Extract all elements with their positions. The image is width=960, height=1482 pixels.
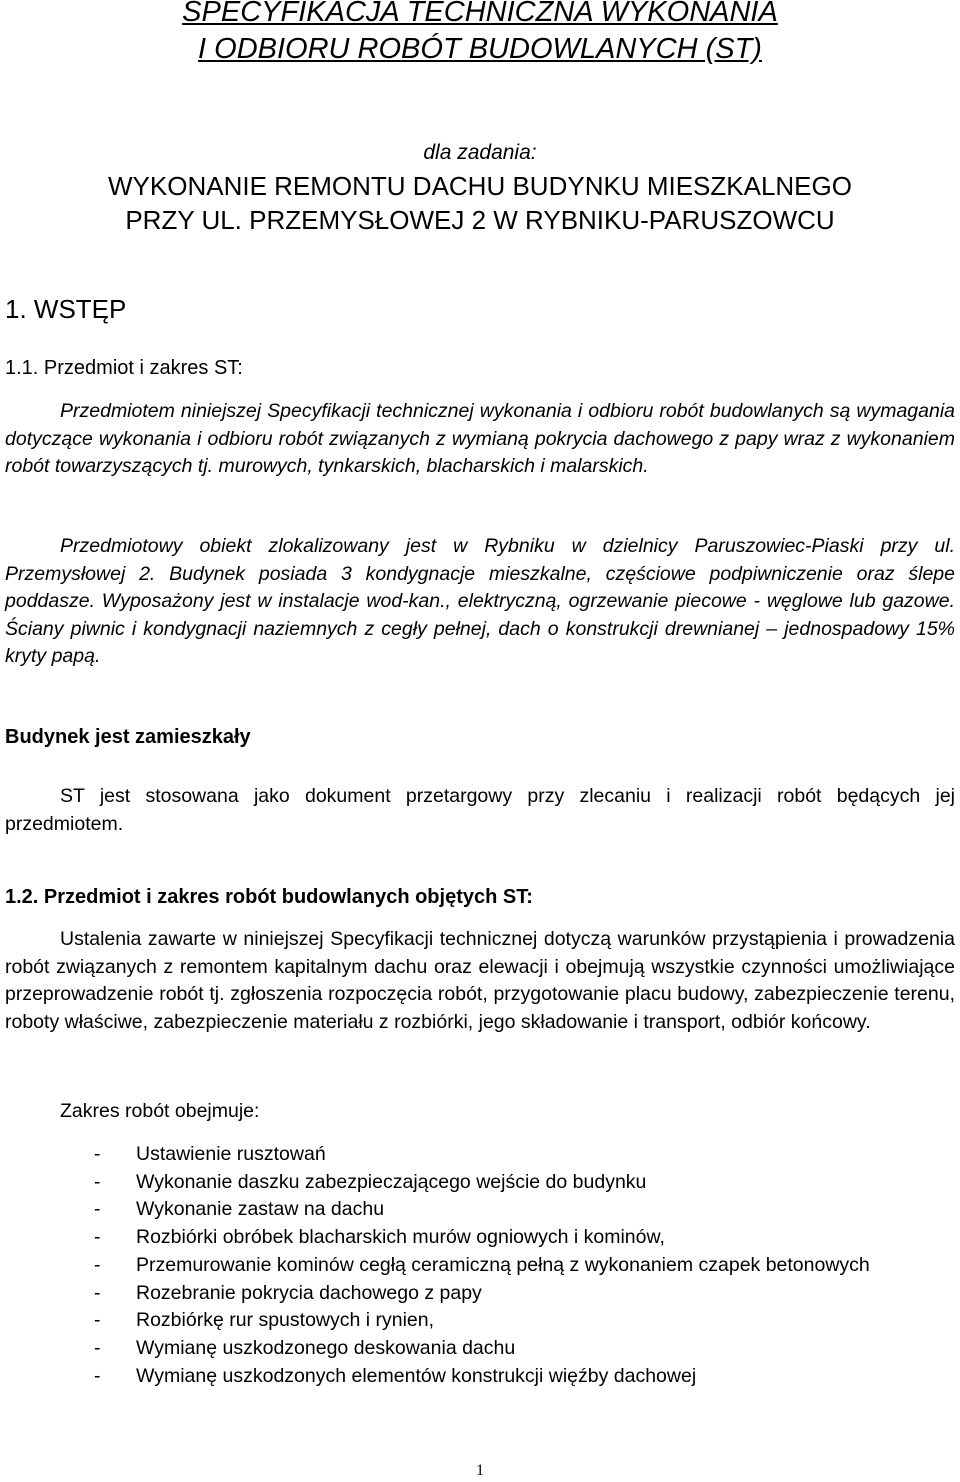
list-item bbox=[94, 1252, 954, 1280]
section-heading-introduction: 1. WSTĘP bbox=[5, 294, 127, 324]
list-dash: - bbox=[94, 1309, 101, 1332]
list-item-text: Rozebranie pokrycia dachowego z papy bbox=[136, 1281, 482, 1304]
list-item bbox=[94, 1335, 954, 1363]
occupied-building-note: Budynek jest zamieszkały bbox=[5, 726, 251, 748]
list-dash: - bbox=[94, 1253, 101, 1276]
list-item bbox=[94, 1141, 954, 1169]
list-item-text: Ustawienie rusztowań bbox=[136, 1143, 326, 1165]
list-item-text: Rozbiórkę rur spustowych i rynien, bbox=[136, 1309, 435, 1332]
list-item bbox=[94, 1196, 954, 1224]
list-item bbox=[94, 1363, 954, 1391]
list-item-text: Wykonanie daszku zabezpieczającego wejście do budynku bbox=[136, 1170, 647, 1193]
list-item bbox=[94, 1224, 954, 1252]
list-dash: - bbox=[94, 1226, 101, 1249]
list-item-text: Rozbiórki obróbek blacharskich murów ogniowych i kominów, bbox=[136, 1226, 665, 1249]
list-item bbox=[94, 1307, 954, 1335]
paragraph-st-usage: ST jest stosowana jako dokument przetargowy przy zlecaniu i realizacji robót będących jej przedmiotem. bbox=[5, 785, 955, 835]
document-title-line1: SPECYFIKACJA TECHNICZNA WYKONANIA bbox=[182, 0, 778, 28]
list-item-text: Wykonanie zastaw na dachu bbox=[136, 1198, 385, 1221]
scope-list bbox=[94, 1141, 954, 1390]
list-item-text: Przemurowanie kominów cegłą ceramiczną pełną z wykonaniem czapek betonowych bbox=[136, 1253, 870, 1276]
paragraph-scope-general: Ustalenia zawarte w niniejszej Specyfikacji technicznej dotyczą warunków przystąpienia i prowadzenia robót związanych z remontem kapitalnym dachu oraz elewacji i obejmują wszystkie czynności umożliwiające przeprowadzenie robót tj. zgłoszenia rozpoczęcia robót, przygotowanie placu budowy, zabezpieczenie terenu, roboty właściwe, zabezpieczenie materiału z rozbiórki, jego składowanie i transport, odbiór końcowy. bbox=[5, 928, 955, 1033]
list-item bbox=[94, 1169, 954, 1197]
for-task-label: dla zadania: bbox=[423, 141, 537, 164]
paragraph-building-description: Przedmiotowy obiekt zlokalizowany jest w Rybniku w dzielnicy Paruszowiec-Piaski przy ul. Przemysłowej 2. Budynek posiada 3 kondygnacje mieszkalne, częściowe podpiwniczenie oraz ślepe poddasze. Wyposażony jest w instalacje wod-kan., elektryczną, ogrzewanie piecowe - węglowe lub gazowe. Ściany piwnic i kondygnacji naziemnych z cegły pełnej, dach o konstrukcji drewnianej – jednospadowy 15% kryty papą. bbox=[5, 535, 955, 667]
list-item bbox=[94, 1280, 954, 1308]
list-dash: - bbox=[94, 1198, 101, 1221]
task-name-line2: PRZY UL. PRZEMYSŁOWEJ 2 W RYBNIKU-PARUSZOWCU bbox=[125, 205, 835, 235]
document-title-line2: I ODBIORU ROBÓT BUDOWLANYCH (ST) bbox=[198, 33, 762, 65]
subsection-heading-1-1: 1.1. Przedmiot i zakres ST: bbox=[5, 357, 243, 379]
scope-label: Zakres robót obejmuje: bbox=[60, 1100, 260, 1122]
task-name-line1: WYKONANIE REMONTU DACHU BUDYNKU MIESZKALNEGO bbox=[108, 171, 852, 201]
subsection-heading-1-2: 1.2. Przedmiot i zakres robót budowlanych objętych ST: bbox=[5, 886, 533, 908]
list-dash: - bbox=[94, 1364, 101, 1387]
list-item-text: Wymianę uszkodzonego deskowania dachu bbox=[136, 1336, 516, 1359]
paragraph-subject: Przedmiotem niniejszej Specyfikacji technicznej wykonania i odbioru robót budowlanych są wymagania dotyczące wykonania i odbioru robót związanych z wymianą pokrycia dachowego z papy wraz z wykonaniem robót towarzyszących tj. murowych, tynkarskich, blacharskich i malarskich. bbox=[5, 400, 955, 477]
list-dash: - bbox=[94, 1170, 101, 1193]
page-number: 1 bbox=[476, 1462, 484, 1479]
list-dash: - bbox=[94, 1281, 101, 1304]
list-item-text: Wymianę uszkodzonych elementów konstrukcji więźby dachowej bbox=[136, 1364, 697, 1387]
list-dash: - bbox=[94, 1143, 101, 1165]
list-dash: - bbox=[94, 1336, 101, 1359]
